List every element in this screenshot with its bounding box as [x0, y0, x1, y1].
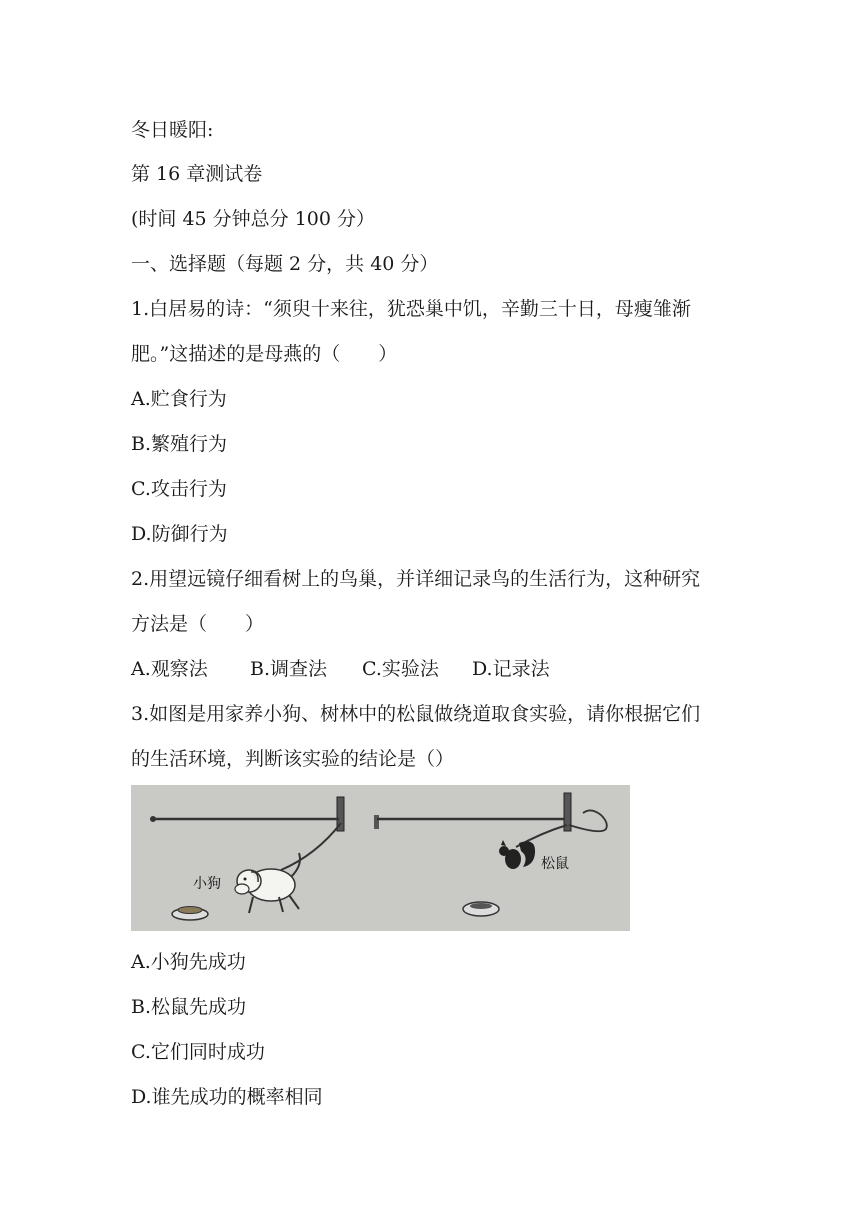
- question-1-option-a: A.贮食行为: [131, 388, 227, 410]
- question-1-option-b: B.繁殖行为: [131, 433, 228, 455]
- question-2-option-b: B.调查法: [250, 658, 328, 680]
- test-meta: (时间 45 分钟总分 100 分）: [131, 208, 376, 230]
- question-1-option-d: D.防御行为: [131, 523, 228, 545]
- question-3-option-d: D.谁先成功的概率相同: [131, 1086, 323, 1108]
- question-3-option-c: C.它们同时成功: [131, 1041, 265, 1063]
- question-2-line-2: 方法是（ ）: [131, 613, 265, 635]
- squirrel-label: 松鼠: [541, 856, 569, 872]
- greeting-text: 冬日暖阳:: [131, 119, 214, 141]
- question-2-option-c: C.实验法: [362, 658, 439, 680]
- dog-icon: [235, 853, 300, 913]
- question-3-line-1: 3.如图是用家养小狗、树林中的松鼠做绕道取食实验，请你根据它们: [131, 703, 701, 725]
- question-1-line-1: 1.白居易的诗：“须臾十来往，犹恐巢中饥，辛勤三十日，母瘦雏渐: [131, 298, 691, 320]
- test-title: 第 16 章测试卷: [131, 163, 263, 185]
- question-3-line-2: 的生活环境，判断该实验的结论是（）: [131, 748, 455, 770]
- question-2-option-d: D.记录法: [472, 658, 550, 680]
- section-heading: 一、选择题（每题 2 分，共 40 分）: [131, 253, 439, 275]
- question-3-option-b: B.松鼠先成功: [131, 996, 247, 1018]
- question-2-option-a: A.观察法: [131, 658, 208, 680]
- question-1-line-2: 肥。”这描述的是母燕的（ ）: [131, 343, 398, 365]
- squirrel-icon: [499, 840, 535, 869]
- detour-experiment-figure: [131, 785, 630, 931]
- dog-label: 小狗: [193, 876, 221, 892]
- question-2-options: [131, 657, 550, 681]
- question-3-option-a: A.小狗先成功: [131, 951, 246, 973]
- question-1-option-c: C.攻击行为: [131, 478, 227, 500]
- question-2-line-1: 2.用望远镜仔细看树上的鸟巢，并详细记录鸟的生活行为，这种研究: [131, 568, 701, 590]
